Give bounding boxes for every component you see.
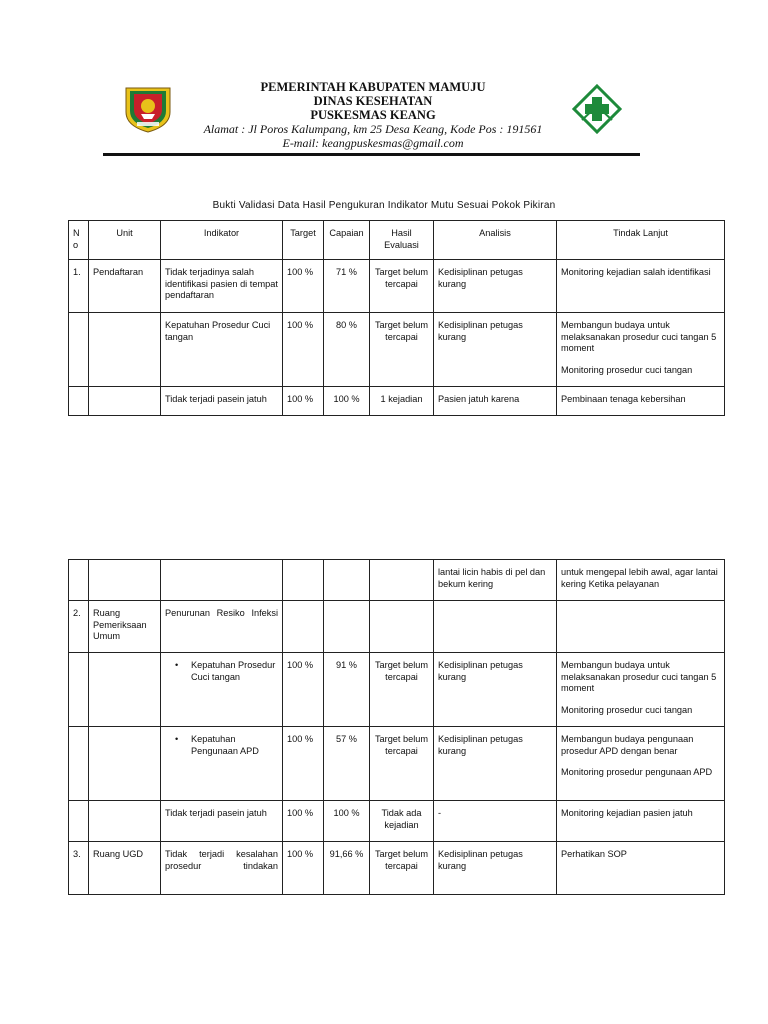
cell-no: 2. [69, 601, 89, 653]
cell-hasil: Target belum tercapai [370, 727, 434, 801]
cell-indikator: Kepatuhan Prosedur Cuci tangan [161, 313, 283, 387]
cell-tindak-lanjut: Monitoring kejadian pasien jatuh [557, 801, 725, 842]
institution-line: PUSKESMAS KEANG [310, 108, 436, 122]
tindak-lanjut-text: Monitoring prosedur cuci tangan [561, 364, 693, 375]
cell-capaian: 80 % [324, 313, 370, 387]
cell-indikator: Tidak terjadi kesalahan prosedur tindakan [161, 842, 283, 895]
cell-target: 100 % [283, 313, 324, 387]
cell-indikator: Tidak terjadinya salah identifikasi pasien di tempat pendaftaran [161, 260, 283, 313]
cell-analisis: Pasien jatuh karena [434, 387, 557, 416]
cell-no [69, 653, 89, 727]
header-tindak-lanjut: Tindak Lanjut [557, 221, 725, 260]
cell-target: 100 % [283, 842, 324, 895]
table-row [69, 601, 725, 653]
cell-unit: Ruang Pemeriksaan Umum [89, 601, 161, 653]
cell-analisis: Kedisiplinan petugas kurang [434, 653, 557, 727]
header-hasil-evaluasi: Hasil Evaluasi [370, 221, 434, 260]
cell-target: 100 % [283, 387, 324, 416]
header-no: No [69, 221, 89, 260]
cell-capaian: 57 % [324, 727, 370, 801]
table-header-row [69, 221, 725, 260]
cell-analisis: Kedisiplinan petugas kurang [434, 313, 557, 387]
cell-capaian: 91,66 % [324, 842, 370, 895]
address-line: Alamat : Jl Poros Kalumpang, km 25 Desa Keang, Kode Pos : 191561 [203, 122, 543, 136]
cell-indikator [161, 560, 283, 601]
header-capaian: Capaian [324, 221, 370, 260]
cell-analisis: - [434, 801, 557, 842]
cell-capaian: 100 % [324, 387, 370, 416]
table-row [69, 260, 725, 313]
cell-tindak-lanjut [557, 313, 725, 387]
cell-unit: Ruang UGD [89, 842, 161, 895]
cell-no: 3. [69, 842, 89, 895]
indikator-text: Kepatuhan Pengunaan APD [191, 734, 259, 756]
tindak-lanjut-text: Membangun budaya pengunaan prosedur APD dengan benar [561, 734, 694, 756]
cell-target [283, 560, 324, 601]
tindak-lanjut-text: Membangun budaya untuk melaksanakan prosedur cuci tangan 5 moment [561, 660, 717, 693]
cell-capaian: 100 % [324, 801, 370, 842]
cell-tindak-lanjut [557, 601, 725, 653]
bullet-icon: • [175, 734, 179, 744]
letterhead-divider [103, 153, 640, 156]
cell-analisis [434, 601, 557, 653]
cell-tindak-lanjut: untuk mengepal lebih awal, agar lantai kering Ketika pelayanan [557, 560, 725, 601]
cell-capaian [324, 560, 370, 601]
cell-indikator [161, 653, 283, 727]
cell-target: 100 % [283, 260, 324, 313]
indikator-text: Kepatuhan Prosedur Cuci tangan [191, 660, 276, 682]
cell-unit [89, 560, 161, 601]
cell-analisis: lantai licin habis di pel dan bekum kering [434, 560, 557, 601]
cell-tindak-lanjut [557, 653, 725, 727]
table-row [69, 560, 725, 601]
tindak-lanjut-text: Monitoring prosedur cuci tangan [561, 704, 693, 715]
document-title: Bukti Validasi Data Hasil Pengukuran Indikator Mutu Sesuai Pokok Pikiran [212, 200, 556, 211]
cell-no [69, 313, 89, 387]
cell-indikator: Tidak terjadi pasein jatuh [161, 387, 283, 416]
cell-target [283, 601, 324, 653]
cell-hasil [370, 601, 434, 653]
cell-unit: Pendaftaran [89, 260, 161, 313]
cell-hasil: Target belum tercapai [370, 842, 434, 895]
bullet-icon: • [175, 660, 179, 670]
cell-analisis: Kedisiplinan petugas kurang [434, 842, 557, 895]
cell-target: 100 % [283, 801, 324, 842]
cell-unit [89, 653, 161, 727]
cell-tindak-lanjut [557, 727, 725, 801]
cell-capaian: 71 % [324, 260, 370, 313]
cell-tindak-lanjut: Pembinaan tenaga kebersihan [557, 387, 725, 416]
cell-hasil: Target belum tercapai [370, 260, 434, 313]
cell-no: 1. [69, 260, 89, 313]
table-row [69, 653, 725, 727]
letterhead [0, 0, 768, 170]
table-row [69, 801, 725, 842]
gov-line: PEMERINTAH KABUPATEN MAMUJU [260, 80, 486, 94]
cell-no [69, 727, 89, 801]
cell-no [69, 801, 89, 842]
cell-capaian: 91 % [324, 653, 370, 727]
cell-unit [89, 313, 161, 387]
cell-tindak-lanjut: Monitoring kejadian salah identifikasi [557, 260, 725, 313]
cell-hasil: 1 kejadian [370, 387, 434, 416]
indicator-table-page-1 [68, 220, 725, 416]
tindak-lanjut-text: Monitoring prosedur pengunaan APD [561, 767, 713, 777]
header-unit: Unit [89, 221, 161, 260]
cell-target: 100 % [283, 727, 324, 801]
cell-indikator: Penurunan Resiko Infeksi [161, 601, 283, 653]
header-analisis: Analisis [434, 221, 557, 260]
table-row [69, 727, 725, 801]
cell-no [69, 387, 89, 416]
cell-hasil [370, 560, 434, 601]
table-row [69, 313, 725, 387]
cell-hasil: Target belum tercapai [370, 313, 434, 387]
table-row [69, 842, 725, 895]
header-target: Target [283, 221, 324, 260]
puskesmas-logo-icon [572, 84, 622, 134]
cell-unit [89, 727, 161, 801]
cell-capaian [324, 601, 370, 653]
cell-hasil: Target belum tercapai [370, 653, 434, 727]
cell-no [69, 560, 89, 601]
cell-hasil: Tidak ada kejadian [370, 801, 434, 842]
table-row [69, 387, 725, 416]
department-line: DINAS KESEHATAN [313, 94, 433, 108]
cell-analisis: Kedisiplinan petugas kurang [434, 260, 557, 313]
cell-analisis: Kedisiplinan petugas kurang [434, 727, 557, 801]
indicator-table-page-2 [68, 559, 725, 895]
cell-unit [89, 387, 161, 416]
cell-unit [89, 801, 161, 842]
email-line: E-mail: keangpuskesmas@gmail.com [282, 136, 464, 150]
cell-indikator [161, 727, 283, 801]
cell-indikator: Tidak terjadi pasein jatuh [161, 801, 283, 842]
cell-target: 100 % [283, 653, 324, 727]
cell-tindak-lanjut: Perhatikan SOP [557, 842, 725, 895]
tindak-lanjut-text: Membangun budaya untuk melaksanakan prosedur cuci tangan 5 moment [561, 320, 717, 353]
header-indikator: Indikator [161, 221, 283, 260]
